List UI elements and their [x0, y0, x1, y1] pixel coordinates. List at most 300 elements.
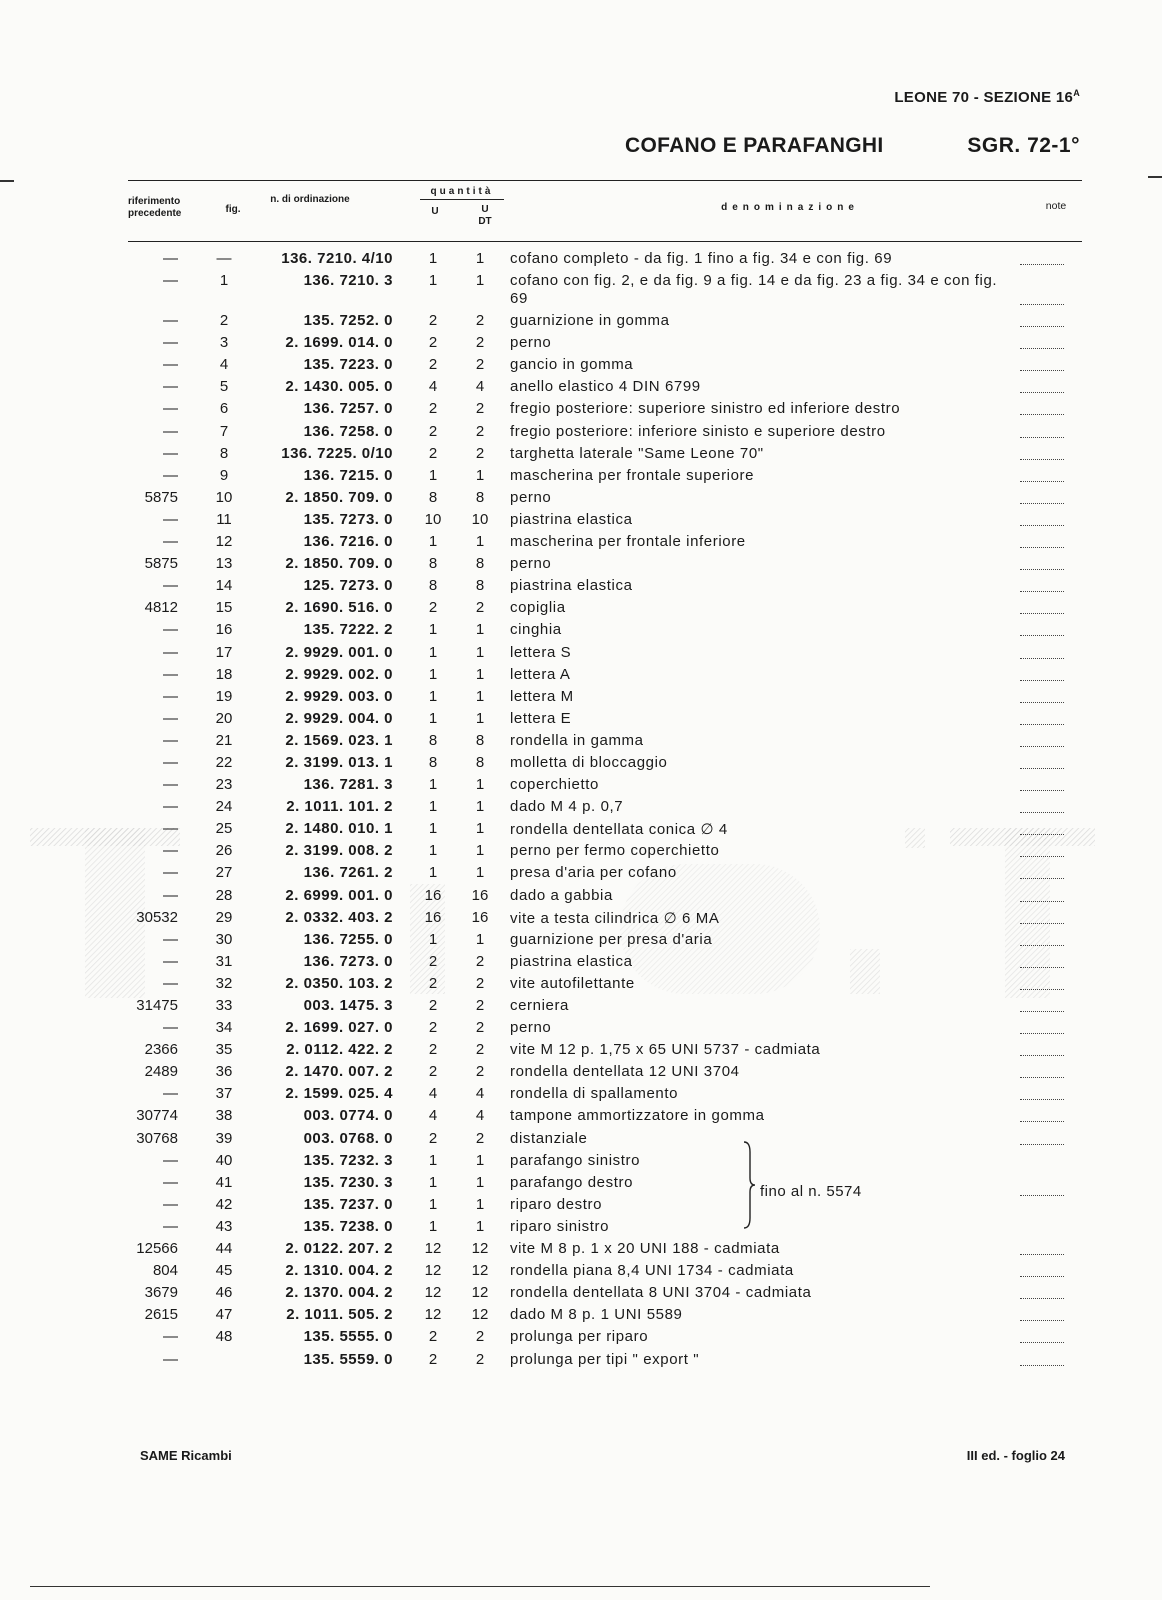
fig-cell: 34: [215, 1019, 233, 1037]
rif-cell: 2615: [144, 1306, 178, 1324]
fig-cell: 30: [215, 930, 233, 948]
fig-cell: 31: [215, 952, 233, 970]
qty-u-cell: 1: [428, 272, 438, 290]
qty-udt-cell: 12: [471, 1284, 489, 1302]
qty-udt-cell: 1: [475, 1151, 485, 1169]
table-row: [0, 929, 1162, 951]
note-dots: [1020, 1306, 1064, 1321]
table-row: [0, 487, 1162, 509]
description-cell: vite M 8 p. 1 x 20 UNI 188 - cadmiata: [510, 1240, 780, 1258]
order-number-cell: 003. 0768. 0: [303, 1129, 393, 1147]
note-dots: [1020, 842, 1064, 857]
order-number-cell: 2. 1310. 004. 2: [285, 1262, 393, 1280]
note-dots: [1020, 1041, 1064, 1056]
order-number-cell: 135. 7223. 0: [303, 356, 393, 374]
qty-udt-cell: 2: [475, 974, 485, 992]
fig-cell: 15: [215, 599, 233, 617]
order-number-cell: 135. 7222. 2: [303, 621, 393, 639]
rif-cell: —: [163, 334, 178, 352]
fig-cell: 1: [219, 272, 229, 290]
rif-cell: —: [163, 1019, 178, 1037]
qty-u-cell: 8: [428, 577, 438, 595]
table-row: [0, 1349, 1162, 1371]
order-number-cell: 125. 7273. 0: [303, 577, 393, 595]
note-dots: [1020, 953, 1064, 968]
qty-u-cell: 1: [428, 1151, 438, 1169]
fig-cell: 8: [219, 444, 229, 462]
table-row: [0, 531, 1162, 553]
description-cell: rondella di spallamento: [510, 1085, 679, 1103]
qty-udt-cell: 12: [471, 1262, 489, 1280]
qty-u-cell: 12: [424, 1306, 442, 1324]
qty-udt-cell: 2: [475, 1019, 485, 1037]
rif-cell: —: [163, 444, 178, 462]
order-number-cell: 136. 7225. 0/10: [281, 444, 393, 462]
table-row: [0, 686, 1162, 708]
note-dots: [1020, 1130, 1064, 1145]
order-number-cell: 135. 7230. 3: [303, 1173, 393, 1191]
qty-u-cell: 8: [428, 753, 438, 771]
description-cell: presa d'aria per cofano: [510, 864, 677, 882]
table-row: [0, 1150, 1162, 1172]
description-cell: guarnizione per presa d'aria: [510, 930, 713, 948]
table-row: [0, 730, 1162, 752]
note-dots: [1020, 1262, 1064, 1277]
qty-u-cell: 1: [428, 621, 438, 639]
rif-cell: 5875: [144, 488, 178, 506]
parts-table: [0, 248, 1162, 1371]
header-top-rule: [128, 180, 1082, 181]
order-number-cell: 135. 7273. 0: [303, 510, 393, 528]
rif-cell: —: [163, 1195, 178, 1213]
qty-u-cell: 2: [428, 356, 438, 374]
fig-cell: 29: [215, 908, 233, 926]
fig-cell: 10: [215, 488, 233, 506]
note-dots: [1020, 1019, 1064, 1034]
description-cell: anello elastico 4 DIN 6799: [510, 378, 701, 396]
rif-cell: —: [163, 709, 178, 727]
note-dots: [1020, 312, 1064, 327]
qty-u-cell: 1: [428, 776, 438, 794]
qty-udt-cell: 2: [475, 334, 485, 352]
table-row: [0, 553, 1162, 575]
table-row: [0, 1083, 1162, 1105]
description-cell: perno: [510, 334, 552, 352]
rif-cell: —: [163, 753, 178, 771]
note-dots: [1020, 931, 1064, 946]
rif-cell: —: [163, 1328, 178, 1346]
qty-u-cell: 4: [428, 378, 438, 396]
qty-u-cell: 2: [428, 400, 438, 418]
rif-cell: —: [163, 400, 178, 418]
description-cell: rondella dentellata 12 UNI 3704: [510, 1063, 740, 1081]
order-number-cell: 003. 0774. 0: [303, 1107, 393, 1125]
col-header-ordinazione-text: n. di ordinazione: [270, 194, 350, 205]
col-header-riferimento-text: riferimento precedente: [128, 196, 182, 219]
order-number-cell: 2. 3199. 013. 1: [285, 753, 393, 771]
page-edge-mark-left: [0, 180, 14, 182]
rif-cell: —: [163, 842, 178, 860]
note-dots: [1020, 710, 1064, 725]
fig-cell: 40: [215, 1151, 233, 1169]
note-dots: [1020, 577, 1064, 592]
description-cell: perno: [510, 1019, 552, 1037]
fig-cell: 23: [215, 776, 233, 794]
order-number-cell: 2. 1011. 101. 2: [286, 798, 393, 816]
qty-udt-cell: 8: [475, 577, 485, 595]
qty-udt-cell: 1: [475, 709, 485, 727]
order-number-cell: 135. 5555. 0: [303, 1328, 393, 1346]
description-cell: prolunga per riparo: [510, 1328, 649, 1346]
rif-cell: —: [163, 864, 178, 882]
col-header-quantita: quantità: [430, 186, 494, 197]
table-row: [0, 995, 1162, 1017]
table-row: [0, 862, 1162, 884]
section-heading: [0, 88, 1080, 106]
qty-u-cell: 2: [428, 422, 438, 440]
col-header-udt: [470, 204, 500, 228]
fig-cell: 24: [215, 798, 233, 816]
order-number-cell: 136. 7215. 0: [303, 466, 393, 484]
qty-u-cell: 1: [428, 930, 438, 948]
rif-cell: —: [163, 687, 178, 705]
group-code: SGR. 72-1°: [967, 134, 1080, 157]
note-dots: [1020, 1240, 1064, 1255]
description-cell: piastrina elastica: [510, 952, 633, 970]
qty-udt-cell: 1: [475, 776, 485, 794]
rif-cell: —: [163, 422, 178, 440]
qty-u-cell: 2: [428, 444, 438, 462]
note-dots: [1020, 820, 1064, 835]
qty-udt-cell: 1: [475, 272, 485, 290]
rif-cell: —: [163, 577, 178, 595]
section-superscript: A: [1073, 88, 1080, 98]
fig-cell: 42: [215, 1195, 233, 1213]
group-note: fino al n. 5574: [760, 1183, 862, 1200]
qty-udt-cell: 10: [471, 510, 489, 528]
rif-cell: 2366: [144, 1041, 178, 1059]
description-cell: dado M 8 p. 1 UNI 5589: [510, 1306, 683, 1324]
note-dots: [1020, 1107, 1064, 1122]
rif-cell: —: [163, 356, 178, 374]
table-row: [0, 642, 1162, 664]
rif-cell: —: [163, 820, 178, 838]
table-row: [0, 1017, 1162, 1039]
rif-cell: —: [163, 533, 178, 551]
table-row: [0, 885, 1162, 907]
qty-u-cell: 2: [428, 1019, 438, 1037]
table-row: [0, 840, 1162, 862]
qty-udt-cell: 1: [475, 1195, 485, 1213]
qty-udt-cell: 2: [475, 356, 485, 374]
description-cell: perno: [510, 555, 552, 573]
fig-cell: 44: [215, 1240, 233, 1258]
rif-cell: —: [163, 1085, 178, 1103]
qty-udt-cell: 1: [475, 930, 485, 948]
table-row: [0, 1216, 1162, 1238]
note-dots: [1020, 621, 1064, 636]
order-number-cell: 135. 7237. 0: [303, 1195, 393, 1213]
note-dots: [1020, 666, 1064, 681]
qty-udt-cell: 2: [475, 1328, 485, 1346]
rif-cell: 2489: [144, 1063, 178, 1081]
qty-udt-cell: 12: [471, 1240, 489, 1258]
fig-cell: 35: [215, 1041, 233, 1059]
rif-cell: —: [163, 1173, 178, 1191]
note-dots: [1020, 290, 1064, 305]
page-title: COFANO E PARAFANGHI: [625, 134, 884, 157]
rif-cell: —: [163, 798, 178, 816]
table-row: [0, 575, 1162, 597]
table-row: [0, 270, 1162, 310]
order-number-cell: 136. 7210. 3: [303, 272, 393, 290]
rif-cell: —: [163, 643, 178, 661]
fig-cell: 37: [215, 1085, 233, 1103]
fig-cell: 9: [219, 466, 229, 484]
note-dots: [1020, 356, 1064, 371]
rif-cell: —: [163, 250, 178, 267]
qty-u-cell: 2: [428, 974, 438, 992]
qty-udt-cell: 1: [475, 842, 485, 860]
rif-cell: —: [163, 952, 178, 970]
description-cell: perno per fermo coperchietto: [510, 842, 720, 860]
rif-cell: 30774: [136, 1107, 178, 1125]
note-dots: [1020, 533, 1064, 548]
qty-udt-cell: 2: [475, 422, 485, 440]
fig-cell: 21: [215, 731, 233, 749]
order-number-cell: 2. 9929. 003. 0: [285, 687, 393, 705]
table-row: [0, 619, 1162, 641]
qty-udt-cell: 4: [475, 1107, 485, 1125]
page-bottom-rule: [30, 1586, 930, 1587]
order-number-cell: 135. 7252. 0: [303, 312, 393, 330]
fig-cell: 6: [219, 400, 229, 418]
fig-cell: 45: [215, 1262, 233, 1280]
col-header-u: U: [431, 206, 439, 217]
qty-udt-cell: 2: [475, 952, 485, 970]
qty-udt-cell: 4: [475, 1085, 485, 1103]
description-cell: cofano con fig. 2, e da fig. 9 a fig. 14 e da fig. 23 a fig. 34 e con fig. 69: [510, 272, 998, 308]
qty-u-cell: 2: [428, 1350, 438, 1368]
qty-udt-cell: 8: [475, 555, 485, 573]
fig-cell: 36: [215, 1063, 233, 1081]
qty-udt-cell: 2: [475, 1350, 485, 1368]
order-number-cell: 136. 7257. 0: [303, 400, 393, 418]
order-number-cell: 2. 1430. 005. 0: [285, 378, 393, 396]
note-dots: [1020, 754, 1064, 769]
description-cell: piastrina elastica: [510, 577, 633, 595]
note-dots: [1020, 997, 1064, 1012]
table-row: [0, 1194, 1162, 1216]
description-cell: fregio posteriore: superiore sinistro ed inferiore destro: [510, 400, 901, 418]
description-cell: distanziale: [510, 1129, 588, 1147]
qty-u-cell: 1: [428, 864, 438, 882]
qty-u-cell: 2: [428, 312, 438, 330]
fig-cell: 11: [216, 510, 232, 528]
group-note-dots: [1020, 1195, 1064, 1196]
note-dots: [1020, 555, 1064, 570]
fig-cell: 28: [215, 886, 233, 904]
description-cell: fregio posteriore: inferiore sinisto e superiore destro: [510, 422, 886, 440]
table-row: [0, 332, 1162, 354]
table-row: [0, 354, 1162, 376]
qty-udt-cell: 2: [475, 444, 485, 462]
rif-cell: 12566: [136, 1240, 178, 1258]
table-row: [0, 1282, 1162, 1304]
fig-cell: 32: [215, 974, 233, 992]
description-cell: cinghia: [510, 621, 562, 639]
qty-udt-cell: 1: [475, 466, 485, 484]
qty-udt-cell: 1: [475, 643, 485, 661]
description-cell: dado a gabbia: [510, 886, 613, 904]
order-number-cell: 135. 5559. 0: [303, 1350, 393, 1368]
qty-udt-cell: 1: [475, 687, 485, 705]
rif-cell: —: [163, 510, 178, 528]
note-dots: [1020, 798, 1064, 813]
order-number-cell: 136. 7216. 0: [303, 533, 393, 551]
qty-udt-cell: 16: [471, 908, 489, 926]
rif-cell: 3679: [144, 1284, 178, 1302]
description-cell: copiglia: [510, 599, 566, 617]
qty-udt-cell: 2: [475, 312, 485, 330]
description-cell: mascherina per frontale superiore: [510, 466, 755, 484]
fig-cell: 26: [215, 842, 233, 860]
note-dots: [1020, 688, 1064, 703]
description-cell: prolunga per tipi " export ": [510, 1350, 700, 1368]
qty-udt-cell: 12: [471, 1306, 489, 1324]
description-cell: parafango destro: [510, 1173, 634, 1191]
footer-publisher: SAME Ricambi: [140, 1448, 232, 1463]
table-row: [0, 1260, 1162, 1282]
description-cell: riparo destro: [510, 1195, 603, 1213]
qty-u-cell: 1: [428, 820, 438, 838]
note-dots: [1020, 489, 1064, 504]
description-cell: cerniera: [510, 997, 569, 1014]
qty-u-cell: 1: [428, 1217, 438, 1235]
note-dots: [1020, 975, 1064, 990]
table-row: [0, 1326, 1162, 1348]
qty-u-cell: 2: [428, 599, 438, 617]
note-dots: [1020, 1284, 1064, 1299]
qty-u-cell: 8: [428, 488, 438, 506]
table-row: [0, 796, 1162, 818]
description-cell: molletta di bloccaggio: [510, 753, 668, 771]
description-cell: coperchietto: [510, 776, 599, 794]
table-row: [0, 509, 1162, 531]
fig-cell: 14: [215, 577, 233, 595]
qty-u-cell: 16: [424, 886, 442, 904]
table-row: [0, 1304, 1162, 1326]
fig-cell: 48: [215, 1328, 233, 1346]
note-dots: [1020, 1351, 1064, 1366]
description-cell: lettera A: [510, 665, 571, 683]
rif-cell: —: [163, 974, 178, 992]
qty-udt-cell: 1: [475, 820, 485, 838]
description-cell: vite autofilettante: [510, 974, 635, 992]
qty-u-cell: 4: [428, 1107, 438, 1125]
table-row: [0, 907, 1162, 929]
col-header-ordinazione: [265, 194, 355, 206]
order-number-cell: 136. 7255. 0: [303, 930, 393, 948]
rif-cell: —: [163, 731, 178, 749]
qty-u-cell: 1: [428, 466, 438, 484]
fig-cell: 20: [215, 709, 233, 727]
table-row: [0, 398, 1162, 420]
qty-u-cell: 1: [428, 842, 438, 860]
fig-cell: 5: [219, 378, 229, 396]
col-header-denominazione: denominazione: [721, 202, 859, 213]
rif-cell: 5875: [144, 555, 178, 573]
rif-cell: —: [163, 312, 178, 330]
note-dots: [1020, 864, 1064, 879]
table-row: [0, 465, 1162, 487]
description-cell: riparo sinistro: [510, 1217, 610, 1235]
order-number-cell: 135. 7232. 3: [303, 1151, 393, 1169]
rif-cell: —: [163, 886, 178, 904]
qty-udt-cell: 1: [475, 864, 485, 882]
rif-cell: —: [163, 665, 178, 683]
rif-cell: —: [163, 466, 178, 484]
table-row: [0, 421, 1162, 443]
fig-cell: 25: [215, 820, 233, 838]
order-number-cell: 136. 7273. 0: [303, 952, 393, 970]
qty-u-cell: 2: [428, 1129, 438, 1147]
rif-cell: —: [163, 1217, 178, 1235]
qty-udt-cell: 1: [475, 665, 485, 683]
note-dots: [1020, 1063, 1064, 1078]
col-header-fig: fig.: [225, 204, 241, 215]
order-number-cell: 2. 1699. 027. 0: [285, 1019, 393, 1037]
order-number-cell: 2. 0122. 207. 2: [285, 1240, 393, 1258]
description-cell: rondella dentellata conica ∅ 4: [510, 821, 728, 839]
qty-u-cell: 1: [428, 798, 438, 816]
description-cell: cofano completo - da fig. 1 fino a fig. 34 e con fig. 69: [510, 250, 893, 267]
qty-udt-cell: 1: [475, 250, 485, 267]
qty-u-cell: 1: [428, 533, 438, 551]
description-cell: vite M 12 p. 1,75 x 65 UNI 5737 - cadmiata: [510, 1041, 821, 1059]
note-dots: [1020, 732, 1064, 747]
order-number-cell: 2. 1850. 709. 0: [285, 555, 393, 573]
fig-cell: 38: [215, 1107, 233, 1125]
order-number-cell: 2. 0112. 422. 2: [286, 1041, 393, 1059]
qty-u-cell: 12: [424, 1284, 442, 1302]
order-number-cell: 2. 1699. 014. 0: [285, 334, 393, 352]
note-dots: [1020, 644, 1064, 659]
fig-cell: 12: [215, 533, 233, 551]
qty-u-cell: 2: [428, 952, 438, 970]
qty-u-cell: 8: [428, 731, 438, 749]
qty-u-cell: 10: [424, 510, 442, 528]
note-dots: [1020, 1085, 1064, 1100]
description-cell: lettera E: [510, 709, 572, 727]
order-number-cell: 2. 1850. 709. 0: [285, 488, 393, 506]
note-dots: [1020, 400, 1064, 415]
qty-u-cell: 2: [428, 1328, 438, 1346]
table-row: [0, 310, 1162, 332]
note-dots: [1020, 378, 1064, 393]
qty-u-cell: 12: [424, 1240, 442, 1258]
rif-cell: —: [163, 1350, 178, 1368]
table-row: [0, 951, 1162, 973]
order-number-cell: 2. 9929. 002. 0: [285, 665, 393, 683]
header-bottom-rule: [128, 241, 1082, 242]
rif-cell: —: [163, 1151, 178, 1169]
fig-cell: 39: [215, 1129, 233, 1147]
order-number-cell: 2. 1470. 007. 2: [285, 1063, 393, 1081]
qty-u-cell: 1: [428, 1173, 438, 1191]
qty-udt-cell: 1: [475, 1173, 485, 1191]
rif-cell: 804: [152, 1262, 178, 1280]
